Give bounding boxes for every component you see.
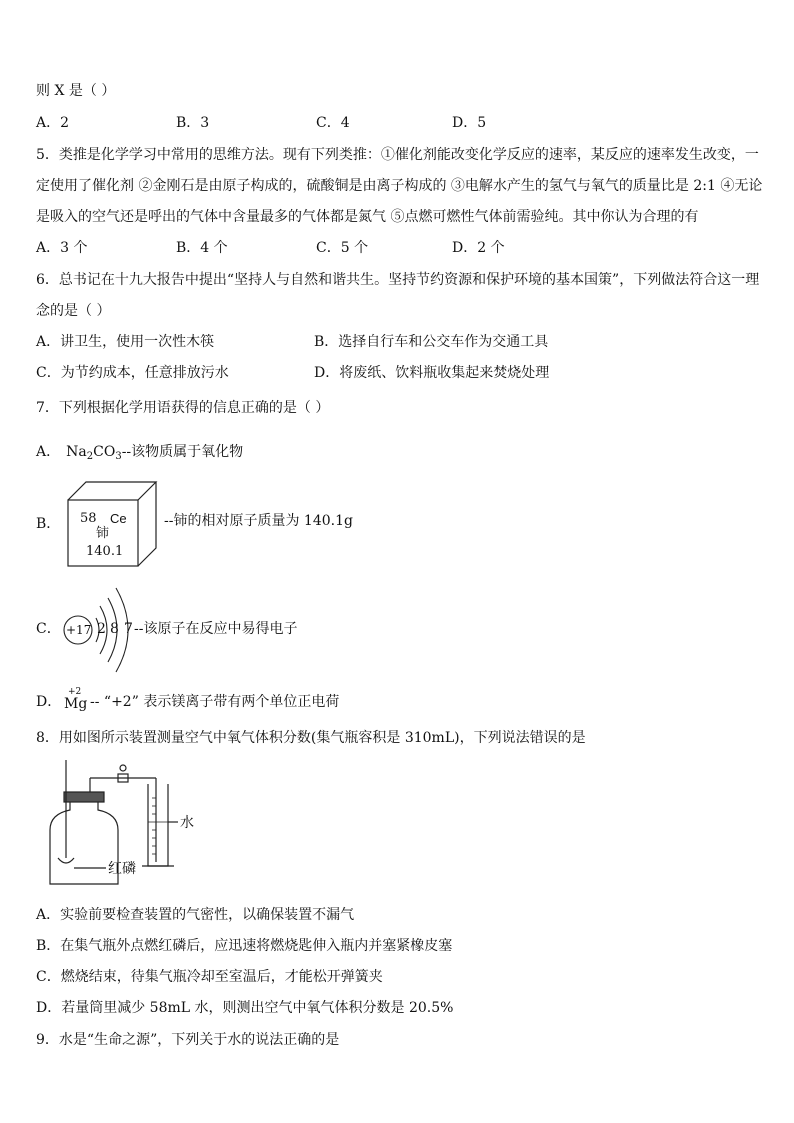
clamp-head	[120, 765, 126, 771]
q5-line-1: 5．类推是化学学习中常用的思维方法。现有下列类推：①催化剂能改变化学反应的速率，某反应的速率发生改变，一	[36, 147, 759, 163]
q5-option-c: C．5 个	[316, 240, 369, 256]
q4-tail: 则 X 是（ ）	[36, 83, 116, 99]
q6-option-b: B．选择自行车和公交车作为交通工具	[314, 334, 549, 350]
q5-line-2: 定使用了催化剂 ②金刚石是由原子构成的，硫酸铜是由离子构成的 ③电解水产生的氢气与氧气的质量比是 2:1 ④无论	[36, 178, 763, 194]
q7-a-formula	[66, 444, 122, 460]
q7-option-a	[36, 443, 243, 466]
q5-option-a: A．3 个	[36, 240, 88, 256]
q6-line-1: 6．总书记在十九大报告中提出“坚持人与自然和谐共生。坚持节约资源和保护环境的基本国策”，下列做法符合这一理	[36, 272, 760, 288]
nucleus-charge: +17	[66, 623, 92, 637]
formula-co: CO	[93, 444, 116, 460]
cerium-name: 铈	[96, 526, 110, 541]
q4-option-a: A．2	[36, 115, 70, 131]
combustion-spoon	[58, 858, 74, 863]
q9-stem: 9．水是“生命之源”，下列关于水的说法正确的是	[36, 1032, 340, 1048]
formula-sub-3: 3	[115, 451, 122, 462]
q5-line-3: 是吸入的空气还是呼出的气体中含量最多的气体都是氮气 ⑤点燃可燃性气体前需验纯。其中你认为合理的有	[36, 209, 699, 225]
q8-option-a: A．实验前要检查装置的气密性，以确保装置不漏气	[36, 907, 355, 923]
q7-stem: 7．下列根据化学用语获得的信息正确的是（ ）	[36, 400, 330, 416]
label-water: 水	[180, 815, 194, 831]
q6-option-d: D．将废纸、饮料瓶收集起来焚烧处理	[314, 365, 550, 381]
q6-option-a: A．讲卫生，使用一次性木筷	[36, 334, 215, 350]
q7-c-text: --该原子在反应中易得电子	[134, 621, 298, 637]
measuring-cylinder	[148, 784, 168, 866]
q7-b-text: --铈的相对原子质量为 140.1g	[164, 513, 353, 529]
cerium-atomic-number: 58	[80, 511, 97, 526]
q8-stem: 8．用如图所示装置测量空气中氧气体积分数(集气瓶容积是 310mL)，下列说法错误的是	[36, 730, 586, 746]
mg-symbol: Mg	[64, 696, 88, 712]
label-red-phosphorus: 红磷	[108, 861, 136, 877]
q6-line-2: 念的是（ ）	[36, 303, 111, 319]
card-top	[68, 482, 156, 500]
q7-c-label: C．	[36, 621, 61, 637]
shell-electrons-1: 2	[97, 621, 106, 637]
q6-option-c: C．为节约成本，任意排放污水	[36, 365, 229, 381]
formula-na: Na	[66, 444, 87, 460]
q8-option-d: D．若量筒里减少 58mL 水，则测出空气中氧气体积分数是 20.5%	[36, 1000, 454, 1016]
cerium-symbol: Ce	[110, 511, 127, 526]
shell-electrons-3: 7	[124, 621, 133, 637]
q7-d-text: -- “+2” 表示镁离子带有两个单位正电荷	[90, 694, 340, 710]
q8-option-b: B．在集气瓶外点燃红磷后，应迅速将燃烧匙伸入瓶内并塞紧橡皮塞	[36, 938, 453, 954]
q7-d-label: D．	[36, 694, 62, 710]
q7-a-label: A．	[36, 444, 61, 460]
q4-option-c: C．4	[316, 115, 350, 131]
shell-electrons-2: 8	[110, 621, 119, 637]
q7-a-text: --该物质属于氧化物	[121, 444, 244, 460]
q4-option-b: B．3	[176, 115, 210, 131]
mg-charge: +2	[68, 687, 82, 697]
q4-option-d: D．5	[452, 115, 487, 131]
q5-option-d: D．2 个	[452, 240, 505, 256]
q7-b-label: B．	[36, 516, 61, 532]
rubber-stopper	[64, 792, 104, 802]
cerium-mass: 140.1	[86, 544, 124, 559]
q5-option-b: B．4 个	[176, 240, 228, 256]
q8-option-c: C．燃烧结束，待集气瓶冷却至室温后，才能松开弹簧夹	[36, 969, 383, 985]
card-side	[138, 482, 156, 566]
formula-sub-2: 2	[86, 451, 94, 462]
